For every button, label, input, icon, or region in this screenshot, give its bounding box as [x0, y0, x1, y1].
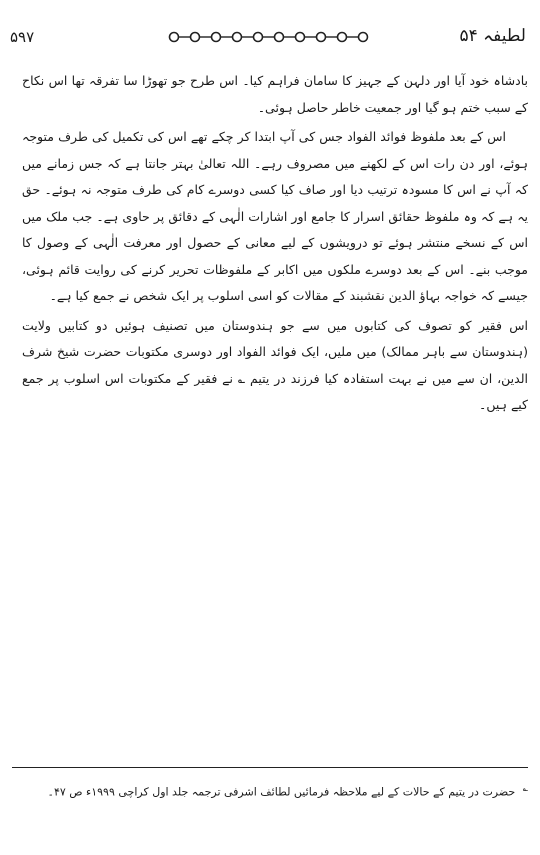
running-title: لطیفہ ۵۴: [459, 26, 526, 46]
ring-chain-ornament-icon: [168, 30, 373, 44]
footnote: [20, 780, 528, 802]
footnote-marker: ؎: [522, 784, 528, 794]
footnote-divider: [12, 767, 528, 768]
paragraph: اس کے بعد ملفوظ فوائد الفواد جس کی آپ ابتدا کر چکے تھے اس کی تکمیل کی طرف متوجہ ہوئے، اور دن رات اس کے لکھنے میں مصروف رہے۔ اللہ تعالیٰ بہتر جانتا ہے کہ جس زمانے میں کہ آپ نے اس کا مسودہ ترتیب دیا اور صاف کیا کسی دوسرے کام کی طرف متوجہ نہ ہوئے۔ حق یہ ہے کہ وہ ملفوظ حقائق اسرار کا جامع اور اشارات الٰہی کے دقائق پر حاوی ہے۔ جب ملک میں اس کے نسخے منتشر ہوئے تو درویشوں کے لیے معانی کے حصول اور معرفت الٰہی کے وصول کا موجب بنے۔ اس کے بعد دوسرے ملکوں میں اکابر کے ملفوظات تحریر کرنے کی روایت قائم ہوئی، جیسے کہ خواجہ بہاؤ الدین نقشبند کے مقالات کو اسی اسلوب پر ایک شخص نے جمع کیا ہے۔: [22, 129, 528, 303]
body-text: [22, 68, 528, 422]
page-number: ۵۹۷: [10, 28, 35, 46]
footnote-text: حضرت در یتیم کے حالات کے لیے ملاحظہ فرمائیں لطائف اشرفی ترجمہ جلد اول کراچی ۱۹۹۹ء ص ۴۷۔: [47, 785, 516, 799]
page-header: [10, 22, 526, 50]
paragraph: اس فقیر کو تصوف کی کتابوں میں سے جو ہندوستان میں تصنیف ہوئیں دو کتابیں ولایت (ہندوستان سے باہر ممالک) میں ملیں، ایک فوائد الفواد اور دوسری مکتوبات حضرت شیخ شرف الدین، ان سے میں نے بہت استفادہ کیا فرزند در یتیم ؎ نے فقیر کے مکتوبات اس اسلوب پر جمع کیے ہیں۔: [22, 317, 528, 412]
paragraph: بادشاہ خود آیا اور دلہن کے جہیز کا سامان فراہم کیا۔ اس طرح جو تھوڑا سا تفرقہ تھا اس نکاح کے سبب ختم ہو گیا اور جمعیت خاطر حاصل ہوئی۔: [22, 73, 528, 115]
